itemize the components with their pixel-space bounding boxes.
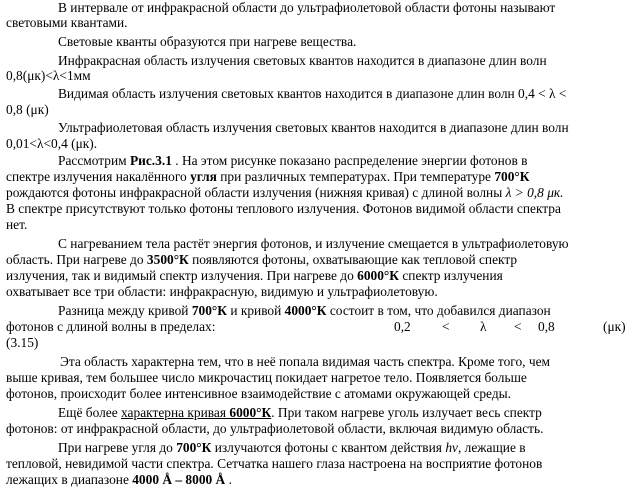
text: Видимая область излучения световых квантов находится в диапазоне длин волн 0,4 < λ < xyxy=(58,86,567,101)
paragraph-11-line-1 xyxy=(58,440,633,455)
paragraph-10-line-2 xyxy=(6,421,633,436)
paragraph-3-line-1 xyxy=(58,53,633,68)
text: . При таком нагреве уголь излучает весь спектр xyxy=(271,405,542,420)
figure-ref: Рис.3.1 xyxy=(129,153,172,168)
paragraph-8-line-2 xyxy=(6,319,633,334)
text: излучения, так и видимый спектр излучения. При нагреве до xyxy=(6,268,358,283)
formula: hν, xyxy=(445,440,462,455)
text: область. При нагреве до xyxy=(6,252,147,267)
text: лежащие в xyxy=(461,440,526,455)
text: . На этом рисунке показано распределение энергии фотонов в xyxy=(171,153,528,168)
paragraph-9-line-3 xyxy=(6,386,633,401)
text: выше кривая, тем большее число микрочастиц покидает нагретое тело. Появляется больше xyxy=(6,370,527,385)
emphasis: угля xyxy=(190,169,217,184)
temperature: 6000°К xyxy=(229,405,272,420)
temperature: 4000°К xyxy=(284,303,327,318)
paragraph-8-line-1 xyxy=(58,303,633,318)
paragraph-4-line-2 xyxy=(6,102,633,117)
paragraph-1-line-2 xyxy=(6,15,633,30)
paragraph-6-line-1 xyxy=(58,153,633,168)
text: Рассмотрим xyxy=(58,153,130,168)
temperature: 700°К xyxy=(494,169,530,184)
text: фотонов: от инфракрасной области, до ультрафиолетовой области, включая видимую область. xyxy=(6,421,544,436)
text: нет. xyxy=(6,217,28,232)
text: Разница между кривой xyxy=(58,303,192,318)
text: состоит в том, что добавился диапазон xyxy=(326,303,551,318)
paragraph-11-line-3 xyxy=(6,472,633,487)
paragraph-7-line-3 xyxy=(6,268,633,283)
text: излучаются фотоны с квантом действия xyxy=(211,440,446,455)
text: спектр излучения xyxy=(398,268,503,283)
text: Световые кванты образуются при нагреве вещества. xyxy=(58,34,357,49)
paragraph-9-line-2 xyxy=(6,370,633,385)
paragraph-4-line-1 xyxy=(58,86,633,101)
paragraph-7-line-2 xyxy=(6,252,633,267)
paragraph-5-line-2 xyxy=(6,136,633,151)
paragraph-7-line-1 xyxy=(58,236,633,251)
paragraph-9-line-1 xyxy=(60,354,633,369)
paragraph-6-line-5 xyxy=(6,217,633,232)
paragraph-6-line-3 xyxy=(6,185,633,200)
temperature: 6000°К xyxy=(357,268,399,283)
text: Ещё более xyxy=(58,405,122,420)
text: лежащих в диапазоне xyxy=(6,472,133,487)
text: 0,8 (μк) xyxy=(6,102,49,117)
temperature: 3500°К xyxy=(146,252,189,267)
less-than: < xyxy=(442,319,450,334)
paragraph-10-line-1 xyxy=(58,405,633,420)
paragraph-5-line-1 xyxy=(58,120,633,135)
text: С нагреванием тела растёт энергия фотонов, и излучение смещается в ультрафиолетовую xyxy=(58,236,569,251)
paragraph-6-line-4 xyxy=(6,201,633,216)
text: Инфракрасная область излучения световых квантов находится в диапазоне длин волн xyxy=(58,53,547,68)
paragraph-7-line-4 xyxy=(6,284,633,299)
text: . xyxy=(225,472,232,487)
lambda-symbol: λ xyxy=(480,319,487,334)
formula: λ > 0,8 μк. xyxy=(505,185,564,200)
text: световыми квантами. xyxy=(6,15,128,30)
text: В спектре присутствуют только фотоны теплового излучения. Фотонов видимой области спектра xyxy=(6,201,561,216)
text: охватывает все три области: инфракрасную, видимую и ультрафиолетовую. xyxy=(6,284,438,299)
temperature: 700°К xyxy=(191,303,227,318)
text: рождаются фотоны инфракрасной области излучения (нижняя кривая) с длиной волны xyxy=(6,185,506,200)
underlined-text: характерна кривая xyxy=(121,405,230,420)
range-min: 0,2 xyxy=(394,319,411,334)
less-than: < xyxy=(514,319,522,334)
text: спектре излучения накалённого xyxy=(6,169,191,184)
text: появляются фотоны, охватывающие как тепловой спектр xyxy=(188,252,518,267)
text: и кривой xyxy=(226,303,285,318)
equation-number xyxy=(6,335,633,350)
text: В интервале от инфракрасной области до ультрафиолетовой области фотоны называют xyxy=(58,0,556,15)
paragraph-11-line-2 xyxy=(6,456,633,471)
paragraph-3-line-2 xyxy=(6,68,633,83)
text: фотонов, происходит более интенсивное взаимодействие с атомами окружающей среды. xyxy=(6,386,511,401)
text: тепловой, невидимой части спектра. Сетчатка нашего глаза настроена на восприятие фотонов xyxy=(6,456,543,471)
text: 0,01<λ<0,4 (μк). xyxy=(6,136,98,151)
unit: (μк) xyxy=(603,319,626,334)
text: (3.15) xyxy=(6,335,39,350)
range-max: 0,8 xyxy=(538,319,555,334)
wavelength-range: 4000 Å – 8000 Å xyxy=(132,472,226,487)
paragraph-6-line-2 xyxy=(6,169,633,184)
text: фотонов с длиной волны в пределах: xyxy=(6,319,216,334)
paragraph-2 xyxy=(58,34,633,49)
paragraph-1-line-1 xyxy=(58,0,633,15)
text: Ультрафиолетовая область излучения световых квантов находится в диапазоне длин волн xyxy=(58,120,569,135)
temperature: 700°К xyxy=(176,440,212,455)
text: 0,8(μк)<λ<1мм xyxy=(6,68,91,83)
text: При нагреве угля до xyxy=(58,440,177,455)
text: при различных температурах. При температуре xyxy=(216,169,495,184)
text: Эта область характерна тем, что в неё попала видимая часть спектра. Кроме того, чем xyxy=(60,354,550,369)
